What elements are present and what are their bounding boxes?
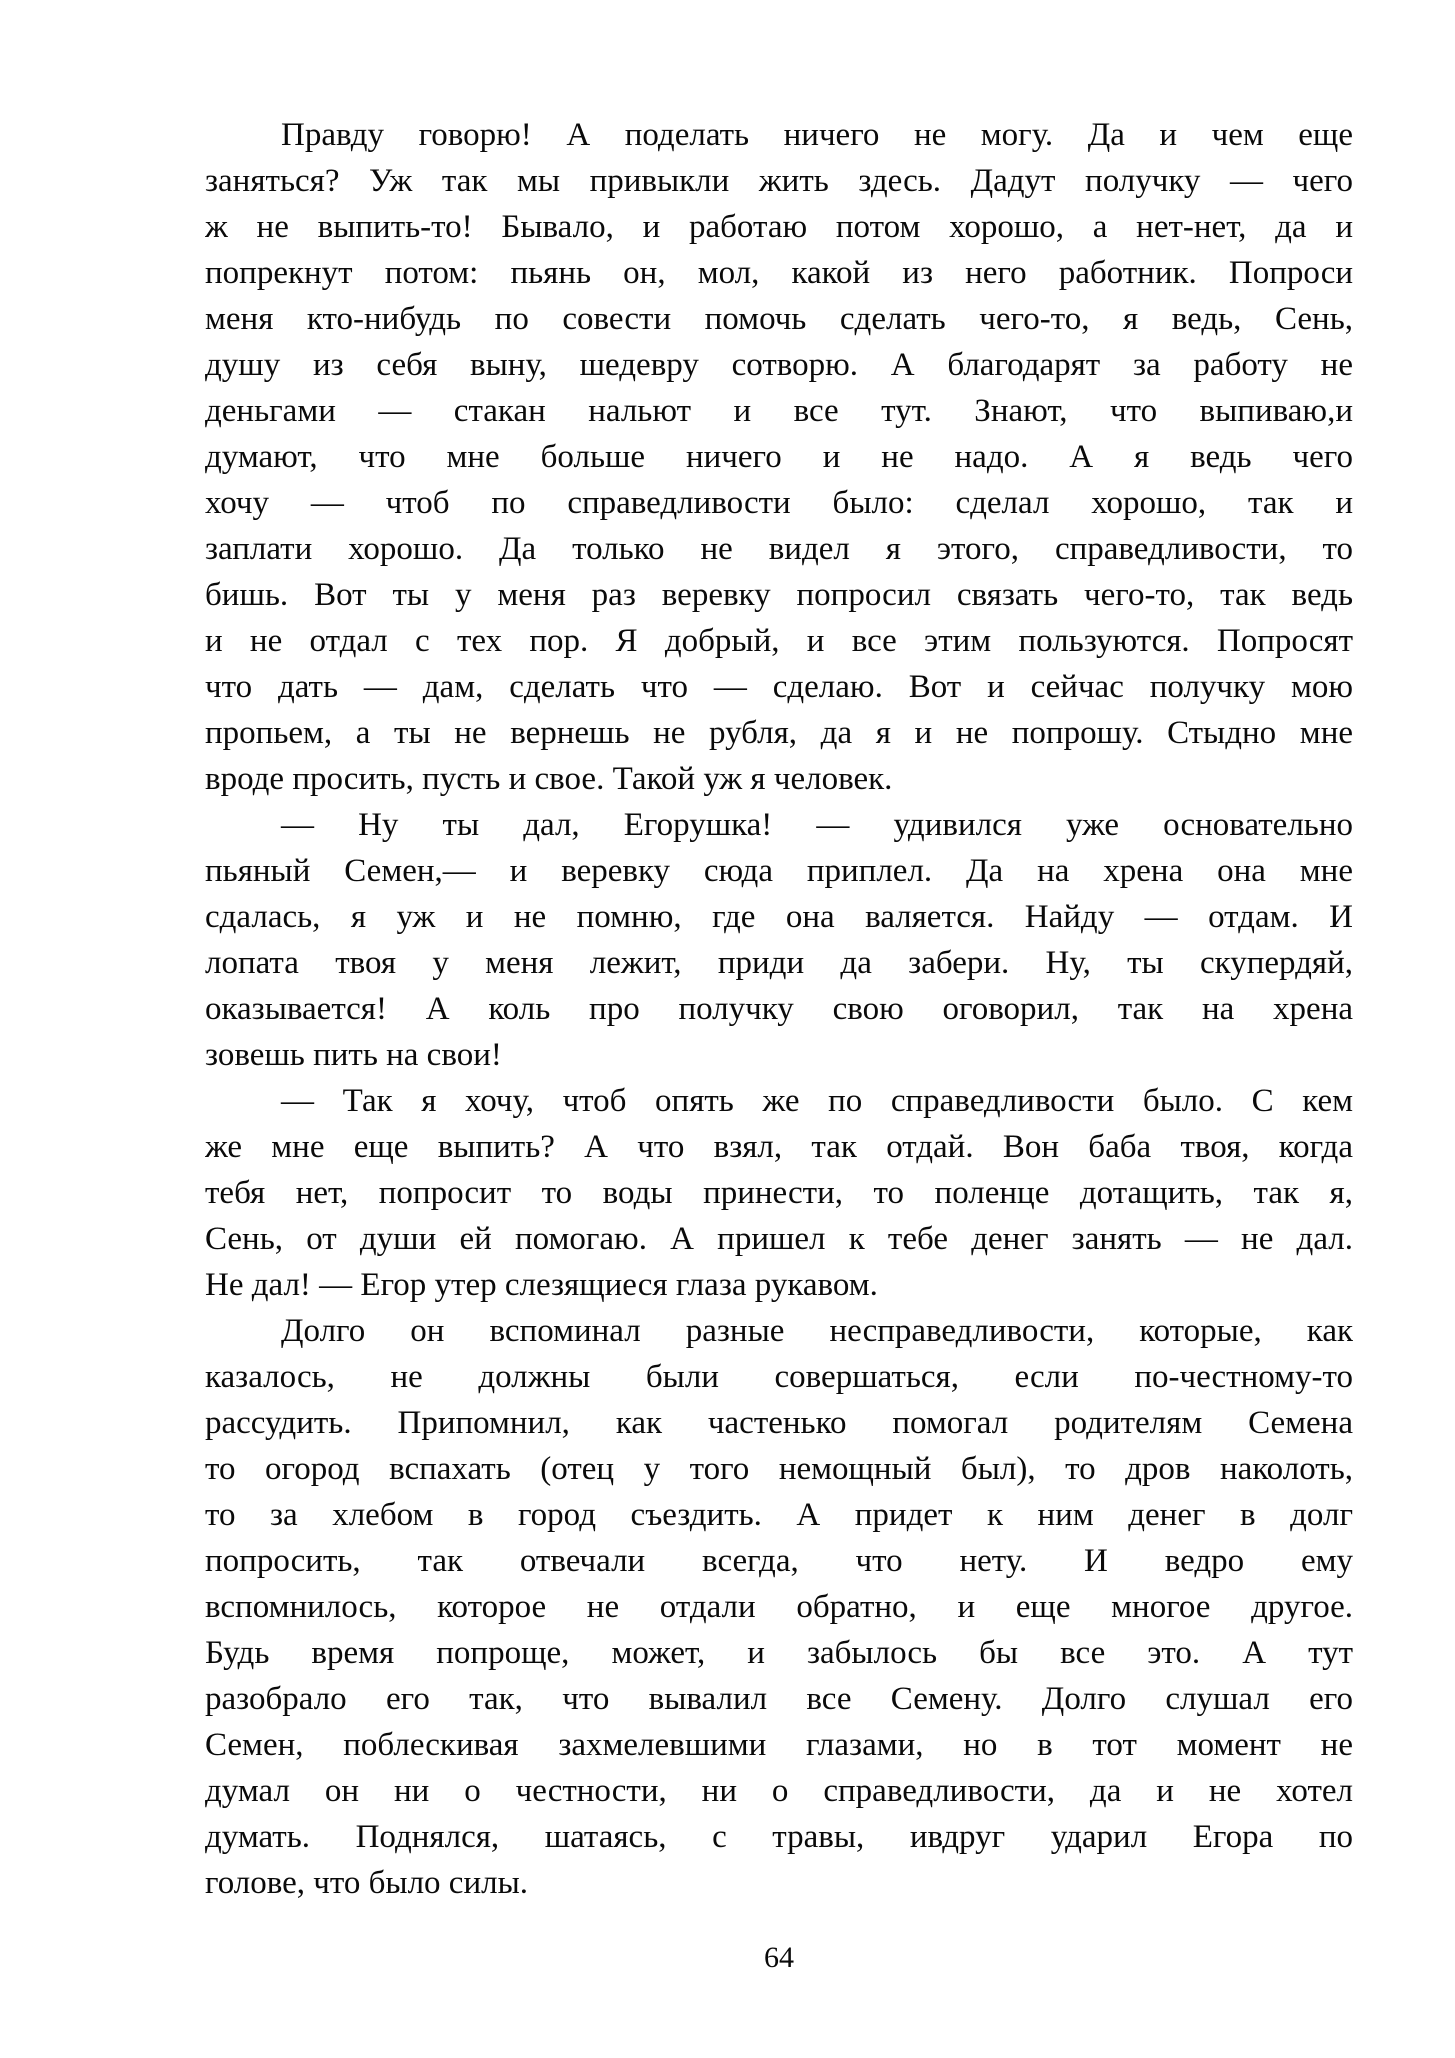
text-line: хочу — чтоб по справедливости было: сделал хорошо, так и (205, 485, 1353, 521)
text-line: разобрало его так, что вывалил все Семену. Долго слушал его (205, 1681, 1353, 1717)
text-line: думать. Поднялся, шатаясь, с травы, ивдруг ударил Егора по (205, 1819, 1353, 1855)
text-line: пьяный Семен,— и веревку сюда приплел. Да на хрена она мне (205, 853, 1353, 889)
text-line: вроде просить, пусть и свое. Такой уж я человек. (205, 761, 893, 797)
text-line: то огород вспахать (отец у того немощный был), то дров наколоть, (205, 1451, 1353, 1487)
text-line: вспомнилось, которое не отдали обратно, и еще многое другое. (205, 1589, 1353, 1625)
body-text (205, 112, 1353, 1906)
text-line: голове, что было силы. (205, 1865, 528, 1901)
text-line: тебя нет, попросит то воды принести, то поленце дотащить, так я, (205, 1175, 1353, 1211)
text-line: заплати хорошо. Да только не видел я этого, справедливости, то (205, 531, 1353, 567)
text-line: Семен, поблескивая захмелевшими глазами, но в тот момент не (205, 1727, 1353, 1763)
text-line: попрекнут потом: пьянь он, мол, какой из него работник. Попроси (205, 255, 1353, 291)
text-line: пропьем, а ты не вернешь не рубля, да я и не попрошу. Стыдно мне (205, 715, 1353, 751)
text-line: Долго он вспоминал разные несправедливости, которые, как (281, 1313, 1353, 1349)
text-line: Будь время попроще, может, и забылось бы все это. А тут (205, 1635, 1353, 1671)
text-line: ж не выпить-то! Бывало, и работаю потом хорошо, а нет-нет, да и (205, 209, 1353, 245)
text-line: и не отдал с тех пор. Я добрый, и все этим пользуются. Попросят (205, 623, 1353, 659)
text-line: думают, что мне больше ничего и не надо. А я ведь чего (205, 439, 1353, 475)
text-line: лопата твоя у меня лежит, приди да забери. Ну, ты скупердяй, (205, 945, 1353, 981)
text-line: Не дал! — Егор утер слезящиеся глаза рукавом. (205, 1267, 878, 1303)
text-line: зовешь пить на свои! (205, 1037, 502, 1073)
text-line: думал он ни о честности, ни о справедливости, да и не хотел (205, 1773, 1353, 1809)
text-line: деньгами — стакан нальют и все тут. Знают, что выпиваю,и (205, 393, 1353, 429)
text-line: душу из себя выну, шедевру сотворю. А благодарят за работу не (205, 347, 1353, 383)
text-line: же мне еще выпить? А что взял, так отдай. Вон баба твоя, когда (205, 1129, 1353, 1165)
text-line: сдалась, я уж и не помню, где она валяется. Найду — отдам. И (205, 899, 1353, 935)
page-number: 64 (764, 1941, 794, 1974)
text-line: — Так я хочу, чтоб опять же по справедливости было. С кем (281, 1083, 1353, 1119)
text-line: что дать — дам, сделать что — сделаю. Вот и сейчас получку мою (205, 669, 1353, 705)
text-line: Правду говорю! А поделать ничего не могу. Да и чем еще (281, 117, 1353, 153)
text-line: казалось, не должны были совершаться, если по-честному-то (205, 1359, 1353, 1395)
text-line: оказывается! А коль про получку свою оговорил, так на хрена (205, 991, 1353, 1027)
text-line: заняться? Уж так мы привыкли жить здесь. Дадут получку — чего (205, 163, 1353, 199)
text-line: меня кто-нибудь по совести помочь сделать чего-то, я ведь, Сень, (205, 301, 1353, 337)
text-line: — Ну ты дал, Егорушка! — удивился уже основательно (281, 807, 1353, 843)
text-line: бишь. Вот ты у меня раз веревку попросил связать чего-то, так ведь (205, 577, 1353, 613)
text-line: попросить, так отвечали всегда, что нету. И ведро ему (205, 1543, 1353, 1579)
text-line: Сень, от души ей помогаю. А пришел к тебе денег занять — не дал. (205, 1221, 1353, 1257)
text-line: то за хлебом в город съездить. А придет к ним денег в долг (205, 1497, 1353, 1533)
text-line: рассудить. Припомнил, как частенько помогал родителям Семена (205, 1405, 1353, 1441)
